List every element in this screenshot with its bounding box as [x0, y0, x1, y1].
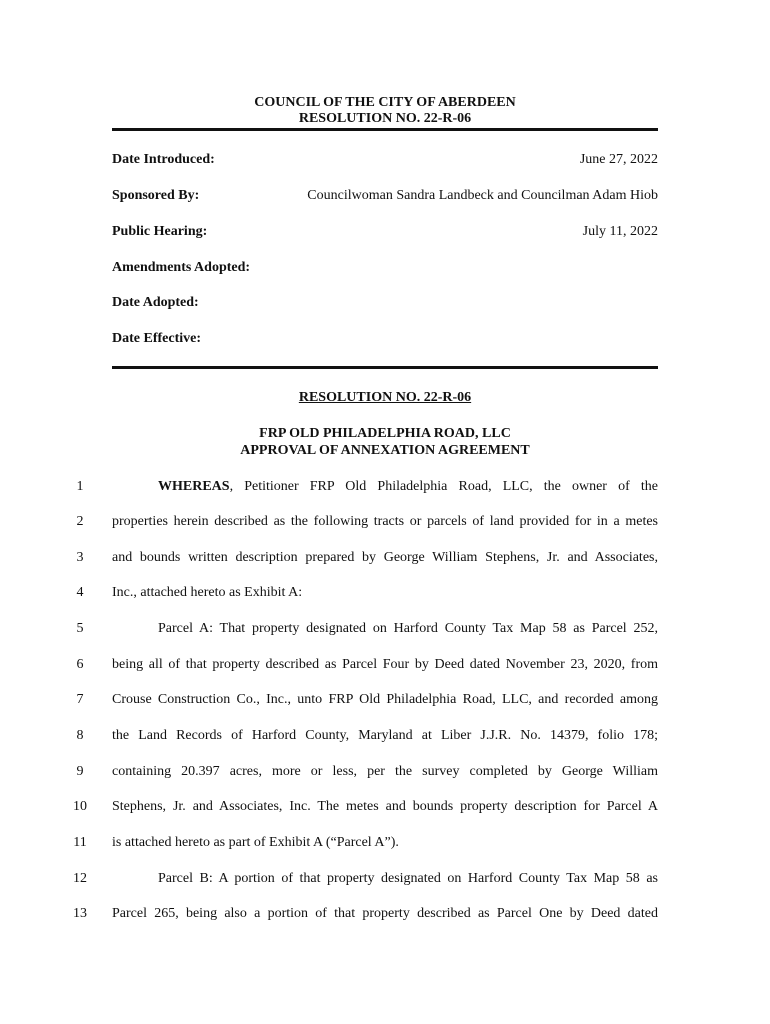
resolution-heading: [112, 389, 658, 407]
body-line: Inc., attached hereto as Exhibit A:: [112, 585, 303, 600]
info-row-date-effective: [112, 331, 658, 349]
info-row-amendments-adopted: [112, 260, 658, 278]
council-title: COUNCIL OF THE CITY OF ABERDEEN: [254, 95, 516, 110]
info-row-sponsored-by: [112, 188, 658, 206]
body-line-text: , Petitioner FRP Old Philadelphia Road, LLC, the owner of the: [229, 479, 658, 494]
line-number: 10: [73, 799, 87, 814]
line-number: 1: [76, 479, 84, 494]
body-line: Stephens, Jr. and Associates, Inc. The metes and bounds property description for Parcel A: [112, 799, 658, 814]
line-number: 13: [73, 906, 87, 921]
line-number: 5: [76, 621, 84, 636]
public-hearing-value: July 11, 2022: [582, 224, 658, 239]
body-line: the Land Records of Harford County, Maryland at Liber J.J.R. No. 14379, folio 178;: [112, 728, 658, 743]
info-row-date-introduced: [112, 152, 658, 170]
body-line: Crouse Construction Co., Inc., unto FRP Old Philadelphia Road, LLC, and recorded among: [112, 692, 658, 707]
body-line: and bounds written description prepared by George William Stephens, Jr. and Associates,: [112, 550, 658, 565]
body-line: [112, 477, 658, 497]
body-line: Parcel A: That property designated on Harford County Tax Map 58 as Parcel 252,: [158, 621, 658, 636]
line-number: 2: [76, 514, 84, 529]
amendments-adopted-label: Amendments Adopted:: [112, 260, 251, 275]
whereas-keyword: WHEREAS: [158, 479, 230, 494]
sponsored-by-label: Sponsored By:: [112, 188, 200, 203]
date-introduced-label: Date Introduced:: [112, 152, 215, 167]
line-number: 9: [76, 764, 84, 779]
body-line: Parcel B: A portion of that property designated on Harford County Tax Map 58 as: [158, 871, 658, 886]
resolution-number-title: RESOLUTION NO. 22-R-06: [298, 111, 472, 126]
line-number: 6: [76, 657, 84, 672]
line-number: 3: [76, 550, 84, 565]
body-line: Parcel 265, being also a portion of that property described as Parcel One by Deed dated: [112, 906, 658, 921]
info-rule: [112, 366, 658, 369]
line-number: 12: [73, 871, 87, 886]
line-number: 4: [76, 585, 84, 600]
subject-line-1: FRP OLD PHILADELPHIA ROAD, LLC: [259, 426, 511, 441]
info-row-public-hearing: [112, 224, 658, 242]
public-hearing-label: Public Hearing:: [112, 224, 208, 239]
line-number: 7: [76, 692, 84, 707]
date-effective-label: Date Effective:: [112, 331, 202, 346]
body-line: containing 20.397 acres, more or less, per the survey completed by George William: [112, 764, 658, 779]
info-row-date-adopted: [112, 295, 658, 313]
line-number: 11: [73, 835, 87, 850]
subject-line-2: APPROVAL OF ANNEXATION AGREEMENT: [240, 443, 530, 458]
body-line: properties herein described as the following tracts or parcels of land provided for in a metes: [112, 514, 658, 529]
body-line: being all of that property described as Parcel Four by Deed dated November 23, 2020, from: [112, 657, 658, 672]
date-introduced-value: June 27, 2022: [579, 152, 658, 167]
resolution-heading-text: RESOLUTION NO. 22-R-06: [298, 390, 472, 405]
sponsored-by-value: Councilwoman Sandra Landbeck and Councilman Adam Hiob: [307, 188, 658, 203]
header-rule: [112, 128, 658, 131]
body-line: is attached hereto as part of Exhibit A (“Parcel A”).: [112, 835, 399, 850]
line-number: 8: [76, 728, 84, 743]
date-adopted-label: Date Adopted:: [112, 295, 199, 310]
